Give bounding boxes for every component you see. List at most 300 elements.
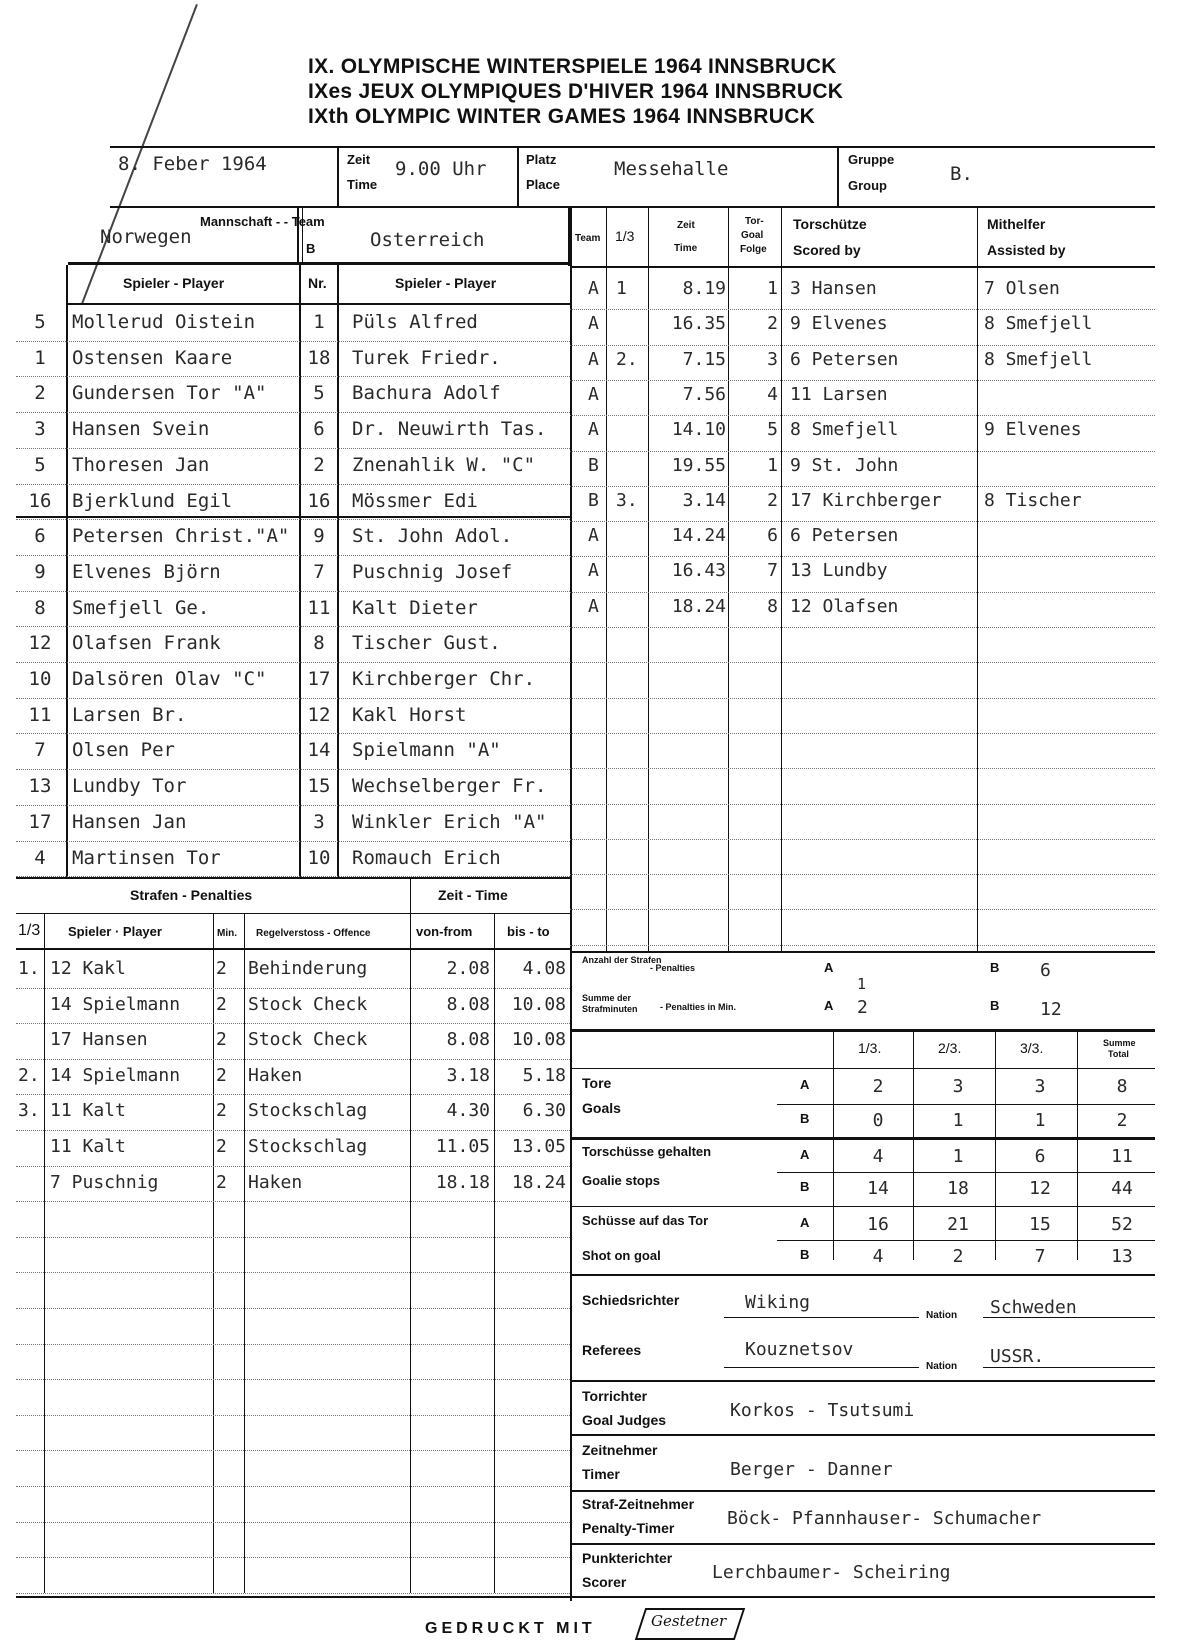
roster-b-name: Kalt Dieter <box>352 596 478 619</box>
roster-a-number: 4 <box>34 846 46 869</box>
torschuetze-header: Torschütze <box>793 216 867 232</box>
anzahl-label: Anzahl der Strafen <box>582 955 662 965</box>
penalty-count-a: 1 <box>857 975 867 993</box>
stats-value: 4 <box>872 1246 884 1267</box>
roster-b-number: 15 <box>307 775 331 798</box>
roster-a-name: Olsen Per <box>72 739 175 762</box>
roster-b-name: Znenahlik W. "C" <box>352 453 536 476</box>
stats-value: 3 <box>952 1076 964 1097</box>
roster-b-name: Winkler Erich "A" <box>352 810 547 833</box>
penalty-row-rule <box>16 1344 570 1345</box>
penalty-row-rule <box>16 1094 570 1095</box>
zeit-label: Zeit <box>347 152 371 167</box>
penalty-offence: Behinderung <box>248 958 368 979</box>
penalties-count-label: - Penalties <box>650 963 696 973</box>
roster-b-number: 11 <box>307 596 331 619</box>
penalty-offence: Stockschlag <box>248 1100 368 1122</box>
penalty-row-rule <box>16 1593 570 1594</box>
goal-assist: 8 Tischer <box>984 489 1082 511</box>
penalty-to: 6.30 <box>522 1100 566 1122</box>
penalty-minutes: 2 <box>216 1171 227 1193</box>
goal-scorer: 8 Smefjell <box>790 419 899 441</box>
roster-a-name: Hansen Jan <box>72 810 187 833</box>
goal-scorer: 9 St. John <box>790 454 899 476</box>
goal-sequence: 3 <box>767 348 778 370</box>
penalty-minutes-b: 12 <box>1040 999 1062 1020</box>
roster-b-name: Bachura Adolf <box>352 382 501 405</box>
penalty-row-rule <box>16 1023 570 1024</box>
scorers: Lerchbaumer- Scheiring <box>712 1562 951 1583</box>
roster-b-number: 14 <box>307 739 331 762</box>
penalty-from-header: von-from <box>416 924 473 939</box>
goal-team: A <box>588 419 599 441</box>
penalty-offence: Haken <box>248 1064 303 1086</box>
stats-p2-header: 2/3. <box>938 1040 962 1056</box>
penalty-row-rule <box>16 1059 570 1060</box>
spieler-a-header: Spieler - Player <box>123 275 225 291</box>
roster-b-number: 8 <box>313 632 325 655</box>
stats-value: 14 <box>867 1178 889 1199</box>
penalty-offence: Stock Check <box>248 993 368 1015</box>
goal-row-rule <box>570 804 1155 805</box>
goal-row-rule <box>570 380 1155 381</box>
penalty-from: 2.08 <box>446 958 490 979</box>
roster-row-rule <box>16 591 570 592</box>
stats-value: 3 <box>1034 1076 1046 1097</box>
stats-value: 1 <box>952 1146 964 1167</box>
match-time: 9.00 Uhr <box>395 158 487 180</box>
roster-row-rule <box>16 519 570 520</box>
match-group: B. <box>950 163 973 185</box>
summary-a-label-1: A <box>824 960 834 975</box>
roster-a-name: Dalsören Olav "C" <box>72 668 267 690</box>
penalty-row-rule <box>16 1486 570 1487</box>
penalty-period: 1. <box>18 958 40 979</box>
nation-label-2: Nation <box>926 1361 958 1372</box>
referee-1: Wiking <box>745 1292 811 1313</box>
shots-de-label: Schüsse auf das Tor <box>582 1213 709 1228</box>
stats-value: 2 <box>1116 1110 1128 1131</box>
stats-team-letter: A <box>800 1147 810 1162</box>
penalty-count-b: 6 <box>1040 960 1051 981</box>
roster-b-number: 7 <box>313 560 325 583</box>
mithelfer-header: Mithelfer <box>987 216 1046 232</box>
penalty-minutes: 2 <box>216 1029 227 1051</box>
goal-third-header: 1/3 <box>615 228 635 244</box>
penalty-offence: Haken <box>248 1171 303 1193</box>
roster-row-rule <box>16 448 570 449</box>
penalty-minutes: 2 <box>216 993 227 1015</box>
roster-row-rule <box>16 733 570 734</box>
penalty-spieler-header: Spieler · Player <box>68 924 162 939</box>
stats-value: 12 <box>1029 1178 1051 1199</box>
match-place: Messehalle <box>614 158 729 180</box>
stats-value: 52 <box>1111 1214 1133 1235</box>
goal-zeit-header: Zeit <box>677 220 695 231</box>
title-line-3: IXth OLYMPIC WINTER GAMES 1964 INNSBRUCK <box>308 105 816 128</box>
roster-a-name: Hansen Svein <box>72 418 210 441</box>
penalty-to: 10.08 <box>511 1029 566 1051</box>
roster-row-rule <box>16 626 570 627</box>
penalty-to: 13.05 <box>511 1136 566 1157</box>
penalty-third-header: 1/3 <box>18 922 41 939</box>
stats-value: 7 <box>1034 1246 1046 1267</box>
roster-a-number: 2 <box>34 382 46 405</box>
goal-scorer: 11 Larsen <box>790 383 888 405</box>
shots-en-label: Shot on goal <box>582 1248 661 1263</box>
goal-time: 19.55 <box>671 454 726 476</box>
penalty-to: 5.18 <box>522 1064 566 1086</box>
roster-a-number: 11 <box>28 703 52 726</box>
nr-header: Nr. <box>308 275 327 291</box>
goal-assist: 7 Olsen <box>984 278 1060 299</box>
goal-team: A <box>588 595 599 617</box>
roster-a-number: 5 <box>34 311 46 333</box>
goal-scorer: 17 Kirchberger <box>790 489 942 511</box>
roster-a-name: Ostensen Kaare <box>72 346 233 369</box>
roster-a-number: 6 <box>34 525 46 548</box>
roster-b-name: St. John Adol. <box>352 525 513 548</box>
goal-sequence: 2 <box>767 313 778 335</box>
goal-assist: 8 Smefjell <box>984 313 1093 335</box>
goal-scorer: 6 Petersen <box>790 525 899 547</box>
goal-time: 7.15 <box>682 348 726 370</box>
stats-summe-header: Summe <box>1103 1038 1136 1048</box>
timer-label: Timer <box>582 1466 620 1482</box>
penalty-min-header: Min. <box>217 928 237 939</box>
goal-row-rule <box>570 662 1155 663</box>
goal-team: A <box>588 560 599 582</box>
stats-value: 21 <box>947 1214 969 1235</box>
summary-b-label-1: B <box>990 960 1000 975</box>
goal-time: 8.19 <box>682 278 726 299</box>
roster-b-number: 3 <box>313 810 325 833</box>
penalty-row-rule <box>16 1130 570 1131</box>
schiedsrichter-label: Schiedsrichter <box>582 1292 680 1308</box>
title-line-2: IXes JEUX OLYMPIQUES D'HIVER 1964 INNSBRUCK <box>308 80 844 103</box>
goal-row-rule <box>570 309 1155 310</box>
stats-total-header: Total <box>1108 1049 1129 1059</box>
goal-team: A <box>588 525 599 547</box>
match-date: 8. Feber 1964 <box>118 153 267 175</box>
goal-time: 7.56 <box>682 383 726 405</box>
goal-team: A <box>588 278 599 299</box>
stats-value: 1 <box>952 1110 964 1131</box>
roster-a-number: 13 <box>28 775 52 798</box>
roster-a-name: Smefjell Ge. <box>72 596 210 619</box>
penalty-period: 2. <box>18 1064 40 1086</box>
roster-b-name: Püls Alfred <box>352 311 478 333</box>
stats-value: 1 <box>1034 1110 1046 1131</box>
penalty-player: 17 Hansen <box>50 1029 148 1051</box>
roster-a-name: Olafsen Frank <box>72 632 221 655</box>
referee-2: Kouznetsov <box>745 1339 854 1360</box>
team-b-name: Osterreich <box>370 229 485 251</box>
torrichter-label: Torrichter <box>582 1388 648 1404</box>
penalty-from: 8.08 <box>446 1029 490 1051</box>
goal-team: A <box>588 313 599 335</box>
goal-sequence: 4 <box>767 383 778 405</box>
goal-team: A <box>588 348 599 370</box>
platz-label: Platz <box>526 152 557 167</box>
goal-sequence: 1 <box>767 278 778 299</box>
stats-p1-header: 1/3. <box>858 1040 882 1056</box>
stats-value: 4 <box>872 1146 884 1167</box>
roster-b-number: 16 <box>307 489 331 512</box>
penalty-player: 14 Spielmann <box>50 993 181 1015</box>
penalty-time-title: Zeit - Time <box>438 887 508 903</box>
goal-sequence: 7 <box>767 560 778 582</box>
penalty-row-rule <box>16 1415 570 1416</box>
goal-row-rule <box>570 698 1155 699</box>
roster-b-name: Tischer Gust. <box>352 632 501 655</box>
goal-row-rule <box>570 451 1155 452</box>
penalties-title: Strafen - Penalties <box>130 887 253 903</box>
penalty-offence-header: Regelverstoss - Offence <box>256 928 371 939</box>
roster-row-rule <box>16 484 570 485</box>
roster-row-rule <box>16 841 570 842</box>
goal-folge-header: Folge <box>740 244 767 255</box>
goal-sequence: 1 <box>767 454 778 476</box>
stats-value: 0 <box>872 1110 884 1131</box>
penalty-row-rule <box>16 1166 570 1167</box>
stats-team-letter: B <box>800 1179 810 1194</box>
roster-row-rule <box>16 341 570 342</box>
stats-team-letter: A <box>800 1215 810 1230</box>
roster-b-number: 5 <box>313 382 325 405</box>
stats-value: 18 <box>947 1178 969 1199</box>
stats-value: 16 <box>867 1214 889 1235</box>
roster-a-name: Thoresen Jan <box>72 453 210 476</box>
gruppe-label: Gruppe <box>848 152 895 167</box>
penalty-to: 10.08 <box>511 993 566 1015</box>
roster-a-number: 9 <box>34 560 46 583</box>
goal-team: A <box>588 383 599 405</box>
stats-team-letter: B <box>800 1111 810 1126</box>
penalty-to-header: bis - to <box>507 924 550 939</box>
goal-scorer: 9 Elvenes <box>790 313 888 335</box>
stats-value: 11 <box>1111 1146 1133 1167</box>
penalty-minutes-label: - Penalties in Min. <box>660 1002 737 1012</box>
goal-row-rule <box>570 909 1155 910</box>
goal-scorer: 13 Lundby <box>790 560 888 582</box>
penalty-row-rule <box>16 1237 570 1238</box>
footer-brand: Gestetner <box>651 1612 727 1630</box>
penalty-minutes: 2 <box>216 1100 227 1122</box>
title-line-1: IX. OLYMPISCHE WINTERSPIELE 1964 INNSBRUCK <box>308 55 837 78</box>
roster-row-rule <box>16 555 570 556</box>
goal-time-header: Time <box>674 243 698 254</box>
goal-period: 3. <box>616 489 638 511</box>
roster-row-rule <box>16 662 570 663</box>
goal-time: 14.10 <box>671 419 726 441</box>
goal-time: 16.35 <box>671 313 726 335</box>
penalty-offence: Stock Check <box>248 1029 368 1051</box>
goal-row-rule <box>570 592 1155 593</box>
referee-2-nation: USSR. <box>990 1346 1045 1367</box>
goal-assist: 8 Smefjell <box>984 348 1093 370</box>
roster-b-number: 6 <box>313 418 325 441</box>
goal-period: 1 <box>616 278 627 299</box>
goal-tor-header: Tor- <box>745 216 764 227</box>
spieler-b-header: Spieler - Player <box>395 275 497 291</box>
goal-row-rule <box>570 733 1155 734</box>
roster-b-number: 18 <box>307 346 331 369</box>
time-label: Time <box>347 177 378 192</box>
timers: Berger - Danner <box>730 1459 893 1480</box>
roster-row-rule <box>16 805 570 806</box>
roster-a-name: Larsen Br. <box>72 703 187 726</box>
penalty-minutes: 2 <box>216 1136 227 1157</box>
roster-row-rule <box>16 376 570 377</box>
roster-a-name: Bjerklund Egil <box>72 489 233 512</box>
stats-value: 44 <box>1111 1178 1133 1199</box>
stats-value: 15 <box>1029 1214 1051 1235</box>
penalty-offence: Stockschlag <box>248 1136 368 1157</box>
penalty-player: 12 Kakl <box>50 958 126 979</box>
roster-b-name: Mössmer Edi <box>352 489 478 512</box>
roster-b-number: 1 <box>313 311 325 333</box>
stats-team-letter: B <box>800 1247 810 1262</box>
roster-a-number: 16 <box>28 489 52 512</box>
goal-row-rule <box>570 839 1155 840</box>
penalty-from: 4.30 <box>446 1100 490 1122</box>
roster-row-rule <box>16 412 570 413</box>
penalty-row-rule <box>16 1272 570 1273</box>
roster-a-number: 5 <box>34 453 46 476</box>
roster-b-name: Turek Friedr. <box>352 346 501 369</box>
penalty-from: 18.18 <box>435 1171 490 1193</box>
penalty-to: 18.24 <box>511 1171 566 1193</box>
goalie-stops-en-label: Goalie stops <box>582 1173 661 1188</box>
zeitnehmer-label: Zeitnehmer <box>582 1442 658 1458</box>
penalty-minutes: 2 <box>216 958 227 979</box>
roster-a-name: Gundersen Tor "A" <box>72 382 267 405</box>
penalty-row-rule <box>16 1557 570 1558</box>
roster-row-rule <box>16 698 570 699</box>
roster-b-name: Spielmann "A" <box>352 739 501 762</box>
goal-row-rule <box>570 556 1155 557</box>
goal-row-rule <box>570 345 1155 346</box>
punktrichter-label: Punkterichter <box>582 1550 673 1566</box>
straf-zeitnehmer-label: Straf-Zeitnehmer <box>582 1496 695 1512</box>
roster-b-number: 9 <box>313 525 325 548</box>
goal-time: 14.24 <box>671 525 726 547</box>
goal-team: B <box>588 489 599 511</box>
roster-a-number: 17 <box>28 810 52 833</box>
roster-b-name: Romauch Erich <box>352 846 501 869</box>
goal-period: 2. <box>616 348 638 370</box>
penalty-row-rule <box>16 988 570 989</box>
scored-by-header: Scored by <box>793 242 861 258</box>
goal-team-header: Team <box>575 233 601 244</box>
stats-value: 8 <box>1116 1076 1128 1097</box>
penalty-from: 11.05 <box>435 1136 490 1157</box>
goal-judges: Korkos - Tsutsumi <box>730 1400 915 1421</box>
goal-row-rule <box>570 874 1155 875</box>
referees-label: Referees <box>582 1342 642 1358</box>
stats-value: 2 <box>952 1246 964 1267</box>
team-a-name: Norwegen <box>100 226 192 248</box>
scorer-label: Scorer <box>582 1574 627 1590</box>
goal-time: 16.43 <box>671 560 726 582</box>
roster-a-number: 12 <box>28 632 52 655</box>
summary-a-label-2: A <box>824 998 834 1013</box>
assisted-by-header: Assisted by <box>987 242 1066 258</box>
roster-a-number: 8 <box>34 596 46 619</box>
goal-time: 3.14 <box>682 489 726 511</box>
goal-sequence: 8 <box>767 595 778 617</box>
roster-a-number: 10 <box>28 668 52 690</box>
roster-a-name: Petersen Christ."A" <box>72 525 290 548</box>
goal-assist: 9 Elvenes <box>984 419 1082 441</box>
roster-b-name: Kakl Horst <box>352 703 467 726</box>
roster-a-name: Mollerud Oistein <box>72 311 256 333</box>
roster-a-name: Elvenes Björn <box>72 560 221 583</box>
goal-row-rule <box>570 945 1155 946</box>
roster-b-name: Puschnig Josef <box>352 560 513 583</box>
footer-printed-text: GEDRUCKT MIT <box>425 1620 596 1637</box>
penalty-timers: Böck- Pfannhauser- Schumacher <box>727 1508 1042 1529</box>
roster-a-name: Lundby Tor <box>72 775 187 798</box>
roster-b-name: Dr. Neuwirth Tas. <box>352 418 547 441</box>
goal-sequence: 6 <box>767 525 778 547</box>
roster-a-number: 1 <box>34 346 46 369</box>
goal-time: 18.24 <box>671 595 726 617</box>
goals-label: Goals <box>582 1100 621 1116</box>
goal-scorer: 6 Petersen <box>790 348 899 370</box>
penalty-from: 8.08 <box>446 993 490 1015</box>
goal-team: B <box>588 454 599 476</box>
penalty-minutes-a: 2 <box>857 997 868 1018</box>
stats-team-letter: A <box>800 1077 810 1092</box>
penalty-player: 11 Kalt <box>50 1136 126 1157</box>
summary-b-label-2: B <box>990 998 1000 1013</box>
penalty-to: 4.08 <box>522 958 566 979</box>
goal-sequence: 5 <box>767 419 778 441</box>
roster-b-name: Wechselberger Fr. <box>352 775 547 798</box>
roster-b-number: 17 <box>307 668 331 690</box>
roster-a-number: 3 <box>34 418 46 441</box>
goal-scorer: 12 Olafsen <box>790 595 899 617</box>
nation-label-1: Nation <box>926 1310 958 1321</box>
goal-row-rule <box>570 627 1155 628</box>
penalty-from: 3.18 <box>446 1064 490 1086</box>
penalty-row-rule <box>16 1450 570 1451</box>
penalty-row-rule <box>16 1201 570 1202</box>
goal-goal-header: Goal <box>741 230 764 241</box>
penalty-row-rule <box>16 1522 570 1523</box>
place-label: Place <box>526 177 560 192</box>
goal-scorer: 3 Hansen <box>790 278 877 299</box>
roster-a-number: 7 <box>34 739 46 762</box>
goalie-stops-de-label: Torschüsse gehalten <box>582 1144 712 1159</box>
goal-judges-label: Goal Judges <box>582 1412 667 1428</box>
stats-value: 13 <box>1111 1246 1133 1267</box>
referee-1-nation: Schweden <box>990 1297 1077 1318</box>
roster-a-name: Martinsen Tor <box>72 846 221 869</box>
penalty-minutes: 2 <box>216 1064 227 1086</box>
mannschaft-label: Mannschaft - - Team <box>200 214 325 229</box>
penalty-timer-label: Penalty-Timer <box>582 1520 675 1536</box>
penalty-player: 11 Kalt <box>50 1100 126 1122</box>
goal-row-rule <box>570 768 1155 769</box>
tore-label: Tore <box>582 1075 612 1091</box>
penalty-period: 3. <box>18 1100 40 1122</box>
roster-b-number: 2 <box>313 453 325 476</box>
roster-b-number: 10 <box>307 846 331 869</box>
penalty-player: 7 Puschnig <box>50 1171 159 1193</box>
